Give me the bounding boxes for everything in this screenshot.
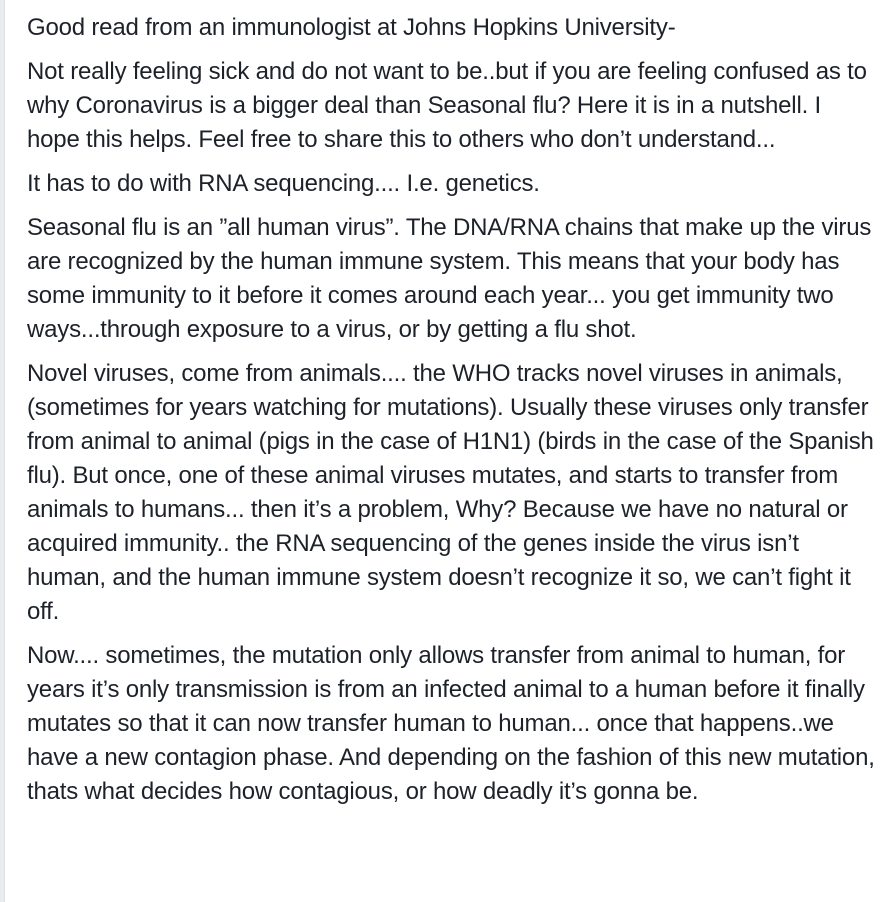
post-paragraph-intro: Good read from an immunologist at Johns Hopkins University- xyxy=(27,14,676,41)
post-paragraph-mutation-transfer: Now.... sometimes, the mutation only allows transfer from animal to human, for years it’s only transmission is from an infected animal to a human before it finally mutates so that it can now transfer human to human... once that happens..we have a new contagion phase. And depending on the fashion of this new mutation, thats what decides how contagious, or how deadly it’s gonna be. xyxy=(27,642,875,805)
post-paragraph-novel-viruses: Novel viruses, come from animals.... the WHO tracks novel viruses in animals, (sometimes for years watching for mutations). Usually these viruses only transfer from animal to animal (pigs in the case of H1N1) (birds in the case of the Spanish flu). But once, one of these animal viruses mutates, and starts to transfer from animals to humans... then it’s a problem, Why? Because we have no natural or acquired immunity.. the RNA sequencing of the genes inside the virus isn’t human, and the human immune system doesn’t recognize it so, we can’t fight it off. xyxy=(27,360,874,625)
post-paragraph-seasonal-flu: Seasonal flu is an ”all human virus”. The DNA/RNA chains that make up the virus are recognized by the human immune system. This means that your body has some immunity to it before it comes around each year... you get immunity two ways...through exposure to a virus, or by getting a flu shot. xyxy=(27,214,872,343)
post-paragraph-feeling-sick: Not really feeling sick and do not want to be..but if you are feeling confused as to why Coronavirus is a bigger deal than Seasonal flu? Here it is in a nutshell. I hope this helps. Feel free to share this to others who don’t understand... xyxy=(27,58,867,153)
post-paragraph-rna-sequencing: It has to do with RNA sequencing.... I.e. genetics. xyxy=(27,170,540,197)
